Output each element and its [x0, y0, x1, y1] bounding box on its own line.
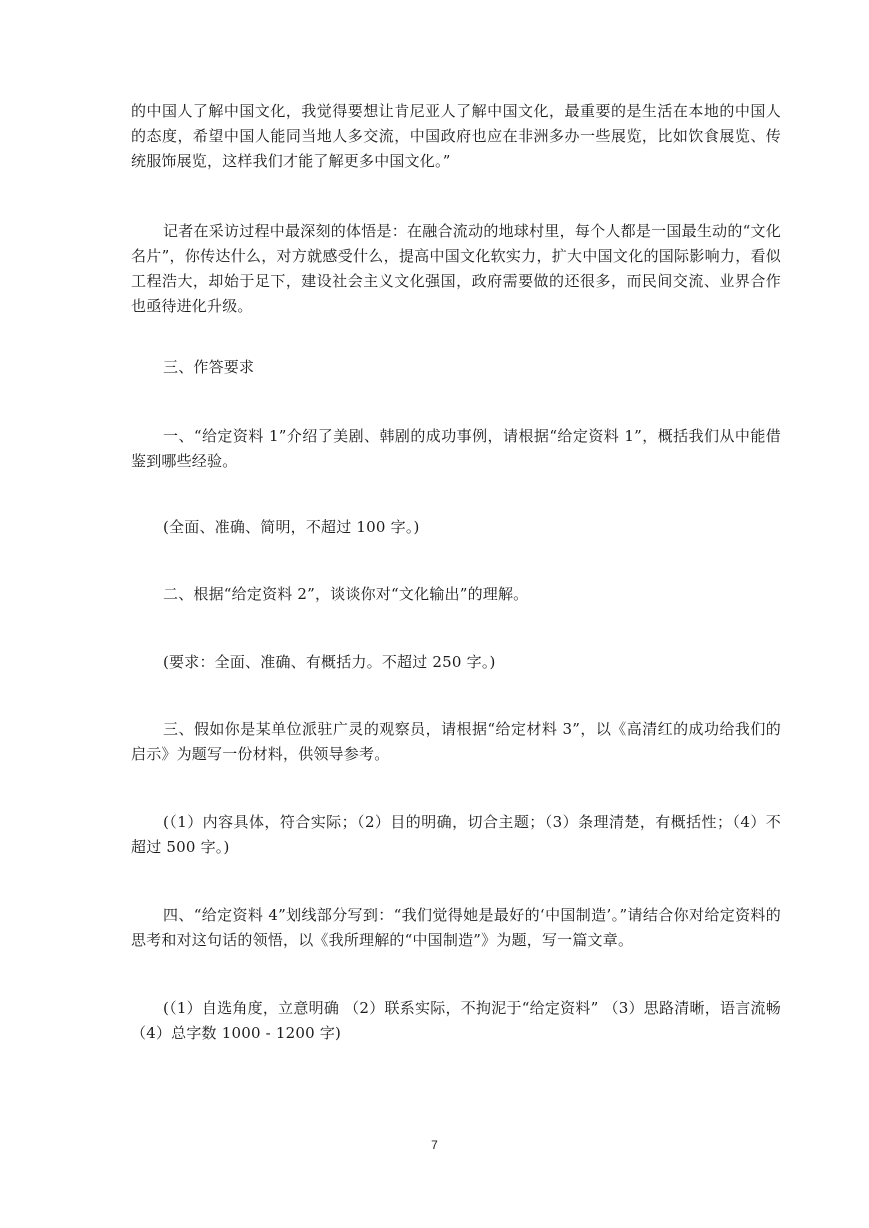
- question-1-requirements: (全面、准确、简明，不超过 100 字。): [163, 518, 420, 536]
- question-4-requirements: (（1）自选角度，立意明确 （2）联系实际，不拘泥于“给定资料” （3）思路清晰，语言流畅 （4）总字数 1000 - 1200 字): [131, 999, 781, 1042]
- question-2: 二、根据“给定资料 2”，谈谈你对“文化输出”的理解。: [163, 585, 529, 603]
- question-2-requirements: (要求：全面、准确、有概括力。不超过 250 字。): [163, 653, 496, 671]
- question-3: 三、假如你是某单位派驻广灵的观察员，请根据“给定材料 3”，以《高清红的成功给我们的启示》为题写一份材料，供领导参考。: [131, 720, 781, 763]
- section-heading-answer-requirements: 三、作答要求: [163, 358, 255, 376]
- question-1: 一、“给定资料 1”介绍了美剧、韩剧的成功事例，请根据“给定资料 1”，概括我们从中能借鉴到哪些经验。: [131, 427, 781, 470]
- question-4: 四、“给定资料 4”划线部分写到：“我们觉得她是最好的‘中国制造’。”请结合你对给定资料的思考和对这句话的领悟，以《我所理解的“中国制造”》为题，写一篇文章。: [131, 906, 781, 949]
- page-number: 7: [431, 1138, 438, 1152]
- paragraph-reporter-insight: 记者在采访过程中最深刻的体悟是：在融合流动的地球村里，每个人都是一国最生动的“文化名片”，你传达什么，对方就感受什么，提高中国文化软实力，扩大中国文化的国际影响力，看似工程浩大，却始于足下，建设社会主义文化强国，政府需要做的还很多，而民间交流、业界合作也亟待进化升级。: [131, 222, 781, 315]
- question-3-requirements: (（1）内容具体，符合实际；（2）目的明确，切合主题；（3）条理清楚，有概括性；（4）不超过 500 字。): [131, 813, 781, 856]
- paragraph-continuation: 的中国人了解中国文化，我觉得要想让肯尼亚人了解中国文化，最重要的是生活在本地的中国人的态度，希望中国人能同当地人多交流，中国政府也应在非洲多办一些展览，比如饮食展览、传统服饰展览，这样我们才能了解更多中国文化。”: [131, 102, 781, 170]
